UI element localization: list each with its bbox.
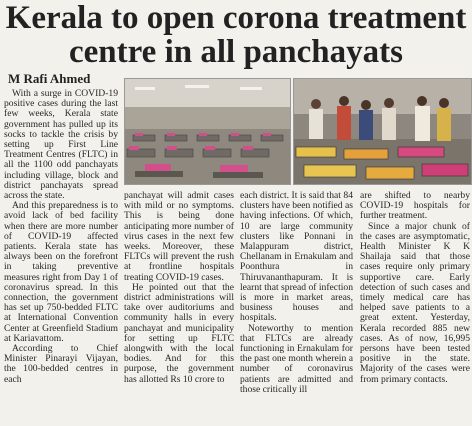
- article-column-4: [360, 191, 470, 385]
- headline: [0, 2, 472, 69]
- column-1-paragraph-3: According to Chief Minister Pinarayi Vijayan, the 100-bedded centres in each: [4, 343, 118, 385]
- column-1-paragraph-2: And this preparedness is to avoid lack of bed facility when there are more number of COVID-19 affected patients. Kerala state has always been on the forefront in taking preventive measures right from Day 1 of coronavirus spread. In this connection, the government has set up 750-bedded FLTC at International Convention Center at Greenfield Stadium at Kariavattom.: [4, 200, 118, 344]
- hospital-beds-photo: [124, 78, 291, 185]
- column-3-paragraph-2: Noteworthy to mention that FLTCs are already functioning in Ernakulam for the past one month wherein a number of coronavirus patients are admitted and those critically ill: [240, 322, 353, 395]
- byline: M Rafi Ahmed: [8, 71, 91, 86]
- article-column-3: [240, 191, 353, 395]
- column-1-paragraph-1: With a surge in COVID-19 positive cases during the last few weeks, Kerala state government has pulled up its socks to tackle the crisis by setting up First Line Treatment Centres (FLTC) in all the 1100 odd panchayats including village, block and district panchayats spread across the state.: [4, 88, 118, 202]
- article-column-1: [4, 89, 118, 385]
- column-3-paragraph-1: each district. It is said that 84 clusters have been notified as having infections. Of which, 10 are large community clusters like Ponnani in Malappuram district, Chellanam in Ernakulam and Poonthura in Thiruvananthapuram. It is learnt that spread of infection is more in market areas, business houses and hospitals.: [240, 190, 353, 324]
- column-4-paragraph-2: Since a major chunk of the cases are asymptomatic, Health Minister K K Shailaja said that those cases require only primary supportive care. Early detection of such cases and timely medical care has helped save patients to a great extent. Yesterday, Kerala recorded 885 new cases. As of now, 16,995 persons have been tested positive in the state. Majority of the cases were from primary contacts.: [360, 220, 470, 385]
- column-2-paragraph-2: He pointed out that the district administrations will take over auditoriums and community halls in every panchayat and municipality for setting up FLTC alongwith with the local bodies. And for this purpose, the government has allotted Rs 10 crore to: [124, 281, 234, 385]
- article-column-2: [124, 191, 234, 385]
- headline-line-1: Kerala to open corona treatment: [5, 0, 467, 36]
- column-4-paragraph-1: are shifted to nearby COVID-19 hospitals for further treatment.: [360, 190, 470, 222]
- headline-line-2: centre in all panchayats: [69, 34, 403, 70]
- officials-inspection-photo: [293, 78, 472, 185]
- column-2-paragraph-1: panchayat will admit cases with mild or no symptoms. This is being done anticipating more number of virus cases in the next few weeks. Moreover, these FLTCs will prevent the rush at frontline hospitals treating COVID-19 cases.: [124, 190, 234, 283]
